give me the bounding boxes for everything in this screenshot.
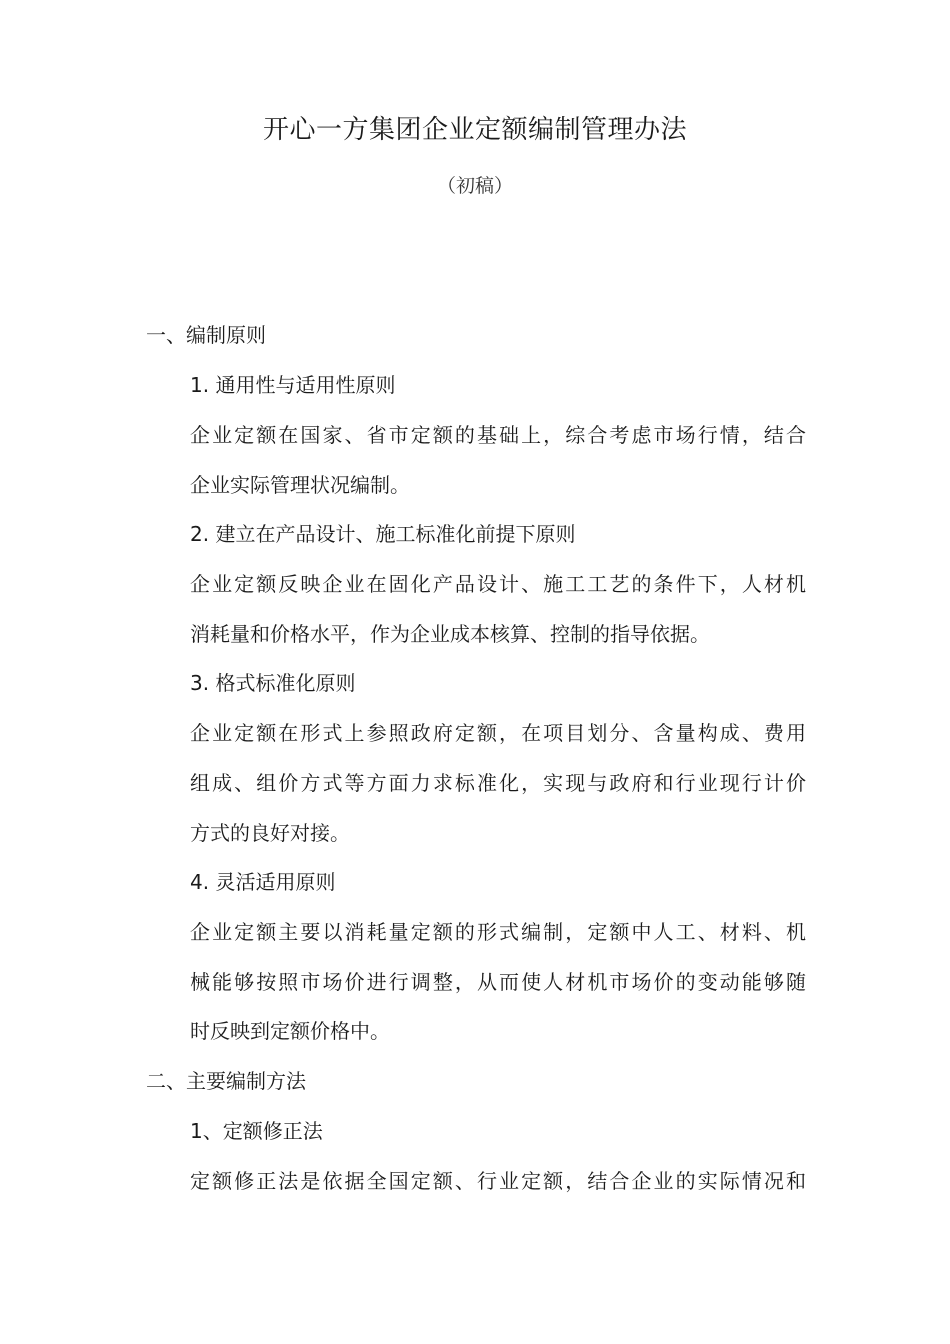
paragraph-line: 组成、组价方式等方面力求标准化，实现与政府和行业现行计价 xyxy=(190,771,806,795)
paragraph-line: 企业定额在国家、省市定额的基础上，综合考虑市场行情，结合 xyxy=(190,423,806,447)
subsection-heading: 4. 灵活适用原则 xyxy=(190,870,336,894)
paragraph-line: 械能够按照市场价进行调整，从而使人材机市场价的变动能够随 xyxy=(190,970,806,994)
document-title: 开心一方集团企业定额编制管理办法 xyxy=(262,115,687,145)
document-subtitle: （初稿） xyxy=(436,175,513,197)
paragraph-line: 企业实际管理状况编制。 xyxy=(190,473,410,497)
paragraph-line: 消耗量和价格水平，作为企业成本核算、控制的指导依据。 xyxy=(190,622,710,646)
paragraph-line: 方式的良好对接。 xyxy=(190,821,350,845)
subsection-heading: 3. 格式标准化原则 xyxy=(190,671,356,695)
paragraph-line: 企业定额主要以消耗量定额的形式编制，定额中人工、材料、机 xyxy=(190,920,806,944)
section-heading: 二、主要编制方法 xyxy=(146,1069,306,1093)
section-heading: 一、编制原则 xyxy=(146,323,266,347)
paragraph-line: 企业定额反映企业在固化产品设计、施工工艺的条件下，人材机 xyxy=(190,572,806,596)
subsection-heading: 1、定额修正法 xyxy=(190,1119,323,1143)
paragraph-line: 企业定额在形式上参照政府定额，在项目划分、含量构成、费用 xyxy=(190,721,806,745)
subsection-heading: 2. 建立在产品设计、施工标准化前提下原则 xyxy=(190,522,576,546)
paragraph-line: 定额修正法是依据全国定额、行业定额，结合企业的实际情况和 xyxy=(190,1169,806,1193)
subsection-heading: 1. 通用性与适用性原则 xyxy=(190,373,396,397)
paragraph-line: 时反映到定额价格中。 xyxy=(190,1019,390,1043)
